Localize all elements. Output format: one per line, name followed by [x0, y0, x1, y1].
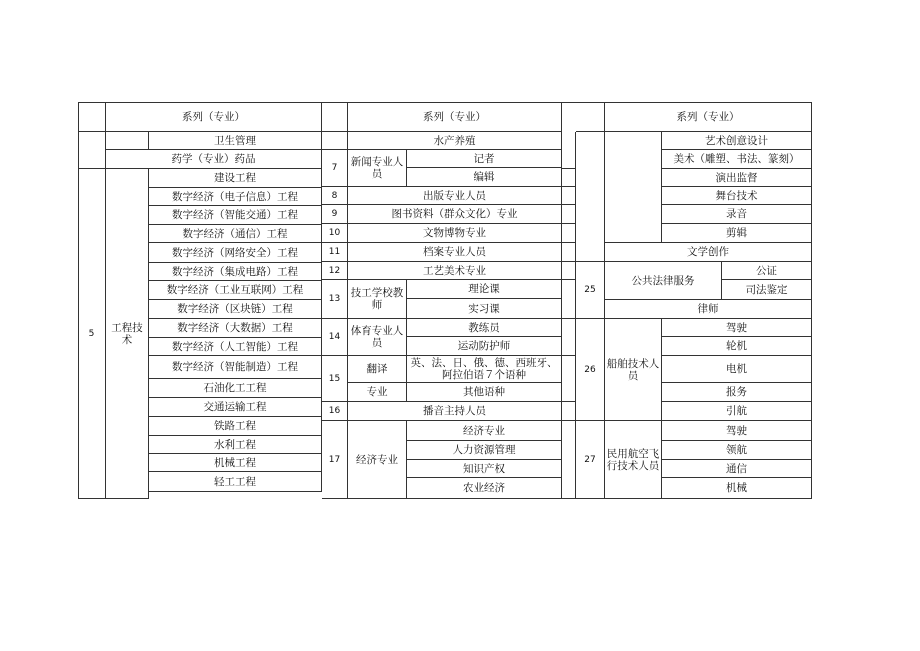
economics-item-2: 人力资源管理	[407, 441, 562, 460]
engineering-item-10: 数字经济（人工智能）工程	[149, 338, 322, 356]
legal-item-forensic: 司法鉴定	[722, 280, 812, 300]
series-translation-profession: 专业	[348, 383, 407, 402]
gap-cell	[562, 224, 576, 243]
engineering-item-7: 数字经济（工业互联网）工程	[149, 281, 322, 300]
seq-header-2	[322, 102, 348, 132]
seq-14: 14	[322, 319, 348, 356]
news-item-reporter: 记者	[407, 150, 562, 168]
seq-25: 25	[576, 262, 605, 319]
series-item-health-management: 卫生管理	[149, 132, 322, 150]
art-item-2: 美术（雕塑、书法、篆刻）	[662, 150, 812, 169]
engineering-item-9: 数字经济（大数据）工程	[149, 319, 322, 338]
ship-item-2: 轮机	[662, 337, 812, 356]
series-literary-creation: 文学创作	[605, 243, 812, 262]
teacher-item-theory: 理论课	[407, 280, 562, 299]
gap-cell	[562, 187, 576, 205]
series-news-professionals: 新闻专业人员	[348, 150, 407, 187]
gap-cell	[562, 402, 576, 421]
series-header-2: 系列（专业）	[348, 102, 562, 132]
ship-item-1: 驾驶	[662, 319, 812, 337]
seq-5: 5	[78, 169, 106, 499]
seq-26: 26	[576, 319, 605, 421]
series-item-8: 出版专业人员	[348, 187, 562, 205]
seq-header-3	[576, 102, 605, 132]
engineering-item-13: 交通运输工程	[149, 398, 322, 417]
seq-8: 8	[322, 187, 348, 205]
art-series-blank	[605, 132, 662, 243]
gap-cell	[562, 356, 576, 402]
news-item-editor: 编辑	[407, 168, 562, 187]
engineering-item-15: 水利工程	[149, 436, 322, 454]
engineering-item-3: 数字经济（智能交通）工程	[149, 206, 322, 225]
seq-27: 27	[576, 421, 605, 499]
teacher-item-practice: 实习课	[407, 299, 562, 319]
seq-cell-blank-2	[322, 132, 348, 150]
engineering-item-8: 数字经济（区块链）工程	[149, 300, 322, 319]
art-item-5: 录音	[662, 205, 812, 224]
ship-item-5: 引航	[662, 402, 812, 421]
aviation-item-3: 通信	[662, 460, 812, 478]
series-item-10: 文物博物专业	[348, 224, 562, 243]
seq-17: 17	[322, 421, 348, 499]
economics-item-4: 农业经济	[407, 478, 562, 499]
series-item-12: 工艺美术专业	[348, 262, 562, 280]
series-civil-aviation: 民用航空飞行技术人员	[605, 421, 662, 499]
gap-cell	[562, 132, 576, 169]
engineering-item-6: 数字经济（集成电路）工程	[149, 263, 322, 281]
sports-item-athletic-trainer: 运动防护师	[407, 337, 562, 356]
translation-item-other-languages: 其他语种	[407, 383, 562, 402]
seq-16: 16	[322, 402, 348, 421]
legal-item-notary: 公证	[722, 262, 812, 280]
blank-cell	[106, 132, 149, 150]
art-item-1: 艺术创意设计	[662, 132, 812, 150]
series-item-aquaculture: 水产养殖	[348, 132, 562, 150]
engineering-item-1: 建设工程	[149, 169, 322, 188]
art-item-6: 剪辑	[662, 224, 812, 243]
translation-item-seven-languages: 英、法、日、俄、德、西班牙、阿拉伯语７个语种	[407, 356, 562, 383]
engineering-item-2: 数字经济（电子信息）工程	[149, 188, 322, 206]
seq-7: 7	[322, 150, 348, 187]
gap-cell	[562, 205, 576, 224]
series-header-3: 系列（专业）	[605, 102, 812, 132]
series-translation: 翻译	[348, 356, 407, 383]
series-public-legal-service: 公共法律服务	[605, 262, 722, 300]
seq-cell-blank-3	[576, 132, 605, 262]
seq-header-1	[78, 102, 106, 132]
gap-cell	[562, 243, 576, 262]
gap-cell	[562, 421, 576, 499]
engineering-item-14: 铁路工程	[149, 417, 322, 436]
aviation-item-4: 机械	[662, 478, 812, 499]
engineering-item-12: 石油化工工程	[149, 379, 322, 398]
gap-cell	[562, 319, 576, 356]
aviation-item-1: 驾驶	[662, 421, 812, 441]
engineering-item-17: 轻工工程	[149, 472, 322, 492]
seq-15: 15	[322, 356, 348, 402]
sports-item-coach: 教练员	[407, 319, 562, 337]
seq-9: 9	[322, 205, 348, 224]
series-item-16: 播音主持人员	[348, 402, 562, 421]
series-engineering-tech: 工程技术	[106, 169, 149, 499]
series-lawyer: 律师	[605, 300, 812, 319]
seq-cell-blank	[78, 132, 106, 169]
economics-item-1: 经济专业	[407, 421, 562, 441]
series-technical-teachers: 技工学校教师	[348, 280, 407, 319]
seq-11: 11	[322, 243, 348, 262]
art-item-4: 舞台技术	[662, 187, 812, 205]
aviation-item-2: 领航	[662, 441, 812, 460]
series-ship-technicians: 船舶技术人员	[605, 319, 662, 421]
economics-item-3: 知识产权	[407, 460, 562, 478]
engineering-item-4: 数字经济（通信）工程	[149, 225, 322, 243]
series-item-9: 图书资料（群众文化）专业	[348, 205, 562, 224]
series-economics: 经济专业	[348, 421, 407, 499]
ship-item-4: 报务	[662, 383, 812, 402]
gap-cell	[562, 169, 576, 187]
series-sports-professionals: 体育专业人员	[348, 319, 407, 356]
seq-13: 13	[322, 280, 348, 319]
engineering-item-5: 数字经济（网络安全）工程	[149, 243, 322, 263]
ship-item-3: 电机	[662, 356, 812, 383]
gap-cell	[562, 262, 576, 280]
seq-10: 10	[322, 224, 348, 243]
gap-cell	[562, 280, 576, 319]
art-item-3: 演出监督	[662, 169, 812, 187]
seq-12: 12	[322, 262, 348, 280]
engineering-item-16: 机械工程	[149, 454, 322, 472]
series-item-11: 档案专业人员	[348, 243, 562, 262]
engineering-item-11: 数字经济（智能制造）工程	[149, 356, 322, 379]
series-header-1: 系列（专业）	[106, 102, 322, 132]
series-item-pharmacy: 药学（专业）药品	[106, 150, 322, 169]
